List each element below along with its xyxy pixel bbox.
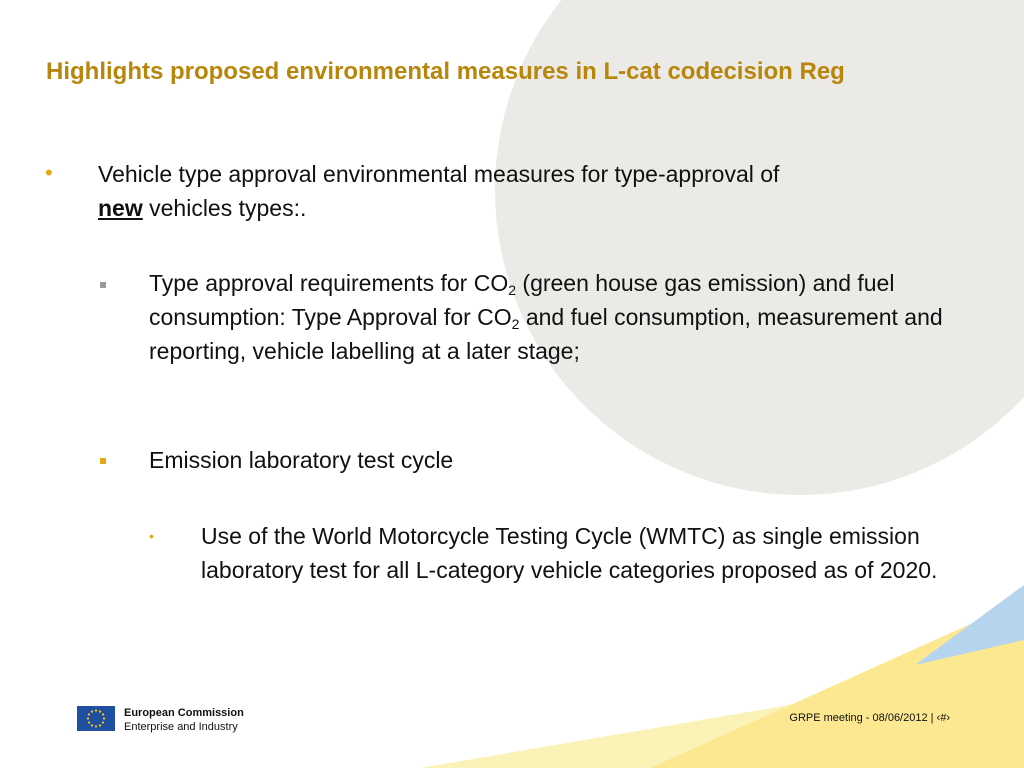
co2-subscript-1: 2: [508, 282, 517, 298]
level1-text-after: vehicles types:.: [149, 195, 307, 221]
slide-title: Highlights proposed environmental measures in L-cat codecision Reg: [46, 58, 845, 85]
bullet-cycle-text: Emission laboratory test cycle: [149, 447, 454, 473]
bullet-square-cycle: [100, 458, 106, 464]
co2-text-part3: and fuel consumption, measurement and reporting, vehicle labelling at a later stage;: [149, 304, 943, 364]
bullet-wmtc-text: Use of the World Motorcycle Testing Cycle (WMTC) as single emission laboratory test for all L-category vehicle categories proposed as of 2020.: [201, 523, 938, 583]
co2-text-part1: Type approval requirements for CO: [149, 270, 509, 296]
bullet-level1-text: [98, 157, 978, 225]
footer-org-name: European Commission: [124, 707, 244, 719]
footer-org-department: Enterprise and Industry: [124, 721, 238, 733]
co2-text-part2: (green house gas emission) and fuel consumption: Type Approval for CO: [149, 270, 895, 330]
level1-text-before: Vehicle type approval environmental measures for type-approval of: [98, 161, 780, 187]
emphasis-new: new: [98, 195, 143, 221]
bullet-co2-text: [149, 266, 979, 368]
bullet-dot-level1: •: [45, 160, 53, 185]
co2-subscript-2: 2: [511, 316, 520, 332]
bullet-dot-wmtc: •: [149, 528, 154, 544]
eu-flag-logo: [77, 706, 115, 731]
bullet-square-co2: [100, 282, 106, 288]
footer-meeting-info: GRPE meeting - 08/06/2012 | ‹#›: [789, 712, 950, 724]
